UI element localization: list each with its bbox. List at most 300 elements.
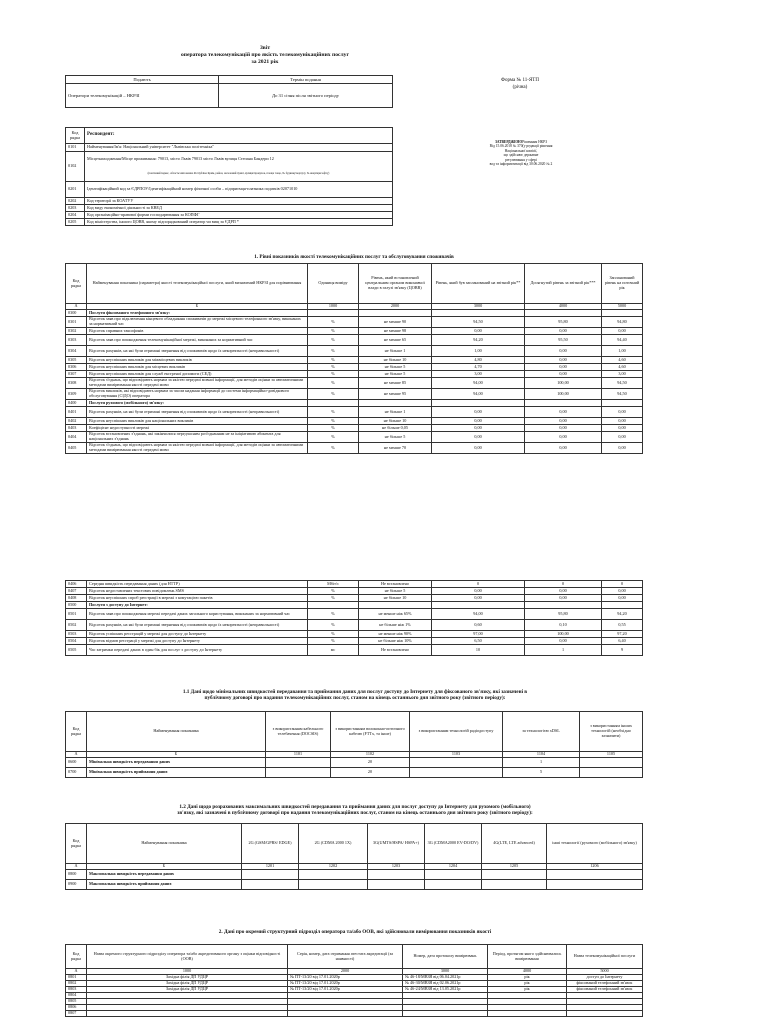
planned-value: 10: [432, 645, 525, 656]
unit-name: Західна філія ДП УДЦР: [87, 975, 288, 981]
next-year-value: 94,50: [602, 378, 643, 389]
row-code: 0403: [66, 425, 87, 432]
planned-value: 0,00: [432, 443, 525, 454]
col-header-period: Період, протягом якого здійснювались вимірювання: [488, 945, 567, 969]
indicator-name: Відсоток заяв про пошкодження телекомунікаційної мережі, виконаних за нормативний час: [87, 335, 308, 346]
unit-value: %: [308, 443, 359, 454]
col-code: 1204: [425, 864, 482, 870]
planned-value: 94,20: [432, 335, 525, 346]
row-code: 0305: [66, 357, 87, 364]
indicator-name: Відсоток справних таксофонів: [87, 328, 308, 335]
col-header-3g-cdma: 3G (CDMA2000 EV-DO/DV): [425, 824, 482, 864]
max-speed-row: [66, 870, 643, 880]
planned-value: 1,00: [432, 346, 525, 357]
cobb-level-value: не менше 70: [359, 443, 432, 454]
planned-value: 94,00: [432, 609, 525, 620]
respondent-row-code: 0202: [66, 198, 85, 205]
next-year-value: [602, 310, 643, 317]
indicator-row: [66, 609, 643, 620]
planned-value: 3,00: [432, 371, 525, 378]
speed-value: [299, 870, 368, 880]
achieved-value: 100,00: [525, 389, 602, 400]
unit-value: %: [308, 631, 359, 638]
achieved-value: 0,00: [525, 357, 602, 364]
achieved-value: 0,00: [525, 638, 602, 645]
achieved-value: 95,80: [525, 609, 602, 620]
unit-value: %: [308, 317, 359, 328]
col-header-fttx: з використанням волоконно-оптичного кабелю (FTTx, та інше): [331, 712, 410, 752]
row-code: 0802: [66, 981, 87, 987]
unit-value: %: [308, 364, 359, 371]
planned-value: 94,00: [432, 378, 525, 389]
unit-value: %: [308, 389, 359, 400]
indicator-row: [66, 432, 643, 443]
planned-value: 0,00: [432, 588, 525, 595]
indicator-row: [66, 346, 643, 357]
achieved-value: 0,00: [525, 371, 602, 378]
indicator-row: [66, 378, 643, 389]
next-year-value: 9: [602, 645, 643, 656]
achieved-value: 0,00: [525, 443, 602, 454]
achieved-value: 95,80: [525, 317, 602, 328]
indicator-name: Коефіцієнт недоступності мережі: [87, 425, 308, 432]
indicator-name: Максимальна швидкість приймання даних: [87, 880, 242, 890]
unit-value: %: [308, 371, 359, 378]
next-year-value: 0,00: [602, 425, 643, 432]
achieved-value: 0,00: [525, 425, 602, 432]
form-name: Форма № 11-ЯТП: [501, 78, 539, 83]
indicator-row: [66, 638, 643, 645]
approval-line3: Національної комісії,: [504, 148, 538, 153]
unit-value: %: [308, 335, 359, 346]
respondent-row-text: Код міністерства, іншого ЦОВВ, якому підпорядкований оператор чи вищ за ЄДРП *: [85, 219, 393, 226]
indicator-name: Середня швидкість передавання даних (для HTTP): [87, 581, 308, 588]
achieved-value: [525, 310, 602, 317]
unit-value: %: [308, 638, 359, 645]
indicator-row: [66, 620, 643, 631]
speed-value: [266, 758, 331, 768]
indicator-name: Відсоток неуспішних викликів для міжмісцевих викликів: [87, 357, 308, 364]
cobb-level-value: не більше ніж 1%: [359, 620, 432, 631]
row-code: 0303: [66, 335, 87, 346]
next-year-value: [602, 400, 643, 407]
indicator-name: Відсоток відмов реєстрації у мережі для доступу до Інтернету: [87, 638, 308, 645]
speed-value: [547, 870, 643, 880]
respondent-row-text: Ідентифікаційний код за ЄДРПОУ/Ідентифікаційний номер фізичної особи – підприємця-платника податків 02071010: [85, 182, 393, 198]
submission-table: [65, 75, 393, 108]
planned-value: 0,00: [432, 595, 525, 602]
col-header-service: Назва телекомунікаційної послуги: [567, 945, 643, 969]
service-name: доступ до Інтернету: [567, 975, 643, 981]
achieved-value: 0,00: [525, 418, 602, 425]
col-header-code: Код рядка: [66, 264, 87, 304]
section12-title-line1: 1.2 Дані щодо розрахованих максимальних швидкостей передавання та приймання даних для послуг доступу до Інтернету для рухомого (мобільного): [179, 804, 531, 810]
indicator-row: [66, 357, 643, 364]
approval-line5: регулювання у сфері: [505, 157, 537, 162]
unit-value: %: [308, 588, 359, 595]
next-year-value: 94,20: [602, 609, 643, 620]
indicator-name: Відсоток заяв про пошкодження мережі передачі даних загального користування, виконаних за нормативний час: [87, 609, 308, 620]
cobb-level-value: не менше 65: [359, 335, 432, 346]
indicator-row: [66, 631, 643, 638]
col-code: Б: [87, 864, 242, 870]
unit-value: %: [308, 609, 359, 620]
respondent-table: [65, 127, 393, 226]
cobb-level-value: [359, 400, 432, 407]
col-code: 5000: [602, 304, 643, 310]
service-name: фіксований телефонний зв'язок: [567, 987, 643, 993]
cobb-level-value: не більше 5: [359, 588, 432, 595]
cobb-level-value: не більше ніж 10%: [359, 638, 432, 645]
indicator-name: Відсоток з'єднань, що відповідають нормам за якістю передачі мовної інформації, для методів оцінки за автоматичними методами вимірювання якості передачі мови: [87, 378, 308, 389]
col-code: 1105: [580, 752, 643, 758]
cobb-level-value: не більше 10: [359, 595, 432, 602]
respondent-title: Респондент:: [85, 128, 393, 144]
respondent-row-code: 0201: [66, 182, 85, 198]
row-code: 0302: [66, 328, 87, 335]
next-year-value: 0: [602, 581, 643, 588]
report-title-line3: за 2021 рік: [251, 59, 279, 65]
certificate-value: № ПТ-13/20 від 17.01.2020р: [288, 975, 403, 981]
cobb-level-value: не більше 1: [359, 407, 432, 418]
indicator-name: Час затримки передачі даних в один бік для послуг з доступу до Інтернету: [87, 645, 308, 656]
next-year-value: 6,40: [602, 638, 643, 645]
col-header-docsis: з використанням кабельного телебачення (DOCSIS): [266, 712, 331, 752]
indicator-row: [66, 400, 643, 407]
indicator-name: Відсоток викликів, які відповідають нормам за часом надання інформації до системи інформаційно-довідкового обслуговування (СІДО) оператора: [87, 389, 308, 400]
submission-header-col2: Термін подання: [219, 76, 393, 84]
cobb-level-value: Не встановлено: [359, 581, 432, 588]
row-code: 0600: [66, 758, 87, 768]
col-code: 1202: [299, 864, 368, 870]
col-code: 1104: [503, 752, 580, 758]
indicator-name: Відсоток недоставлених текстових повідомлень SMS: [87, 588, 308, 595]
speed-value: [242, 880, 299, 890]
col-code: А: [66, 304, 87, 310]
row-code: 0307: [66, 371, 87, 378]
col-code: 3000: [432, 304, 525, 310]
min-speed-row: [66, 768, 643, 778]
speed-value: 20: [331, 758, 410, 768]
col-code: Б: [87, 752, 266, 758]
achieved-value: 0,00: [525, 364, 602, 371]
row-code: 0306: [66, 364, 87, 371]
col-code: 1000: [308, 304, 359, 310]
form-label: [470, 77, 570, 91]
achieved-value: 0,00: [525, 346, 602, 357]
row-code: 0402: [66, 418, 87, 425]
next-year-value: 0,00: [602, 328, 643, 335]
section11-title: [70, 689, 640, 702]
period-value: рік: [488, 975, 567, 981]
next-year-value: 0,00: [602, 443, 643, 454]
certificate-value: № ПТ-13/20 від 17.01.2020р: [288, 987, 403, 993]
cobb-level-value: не більше 5: [359, 371, 432, 378]
row-code: 0700: [66, 768, 87, 778]
indicator-name: Відсоток з'єднань, що відповідають нормам за якістю передачі мовної інформації, для методів оцінки за автоматичними методами вимірювання якості передачі мови: [87, 443, 308, 454]
indicator-row: [66, 364, 643, 371]
indicator-name: Максимальна швидкість передавання даних: [87, 870, 242, 880]
speed-value: [368, 870, 425, 880]
achieved-value: 0,00: [525, 407, 602, 418]
indicator-name: Послуги з доступу до Інтернет:: [87, 602, 308, 609]
respondent-row-code: 0205: [66, 219, 85, 226]
col-header-radio: з використанням технологій радіодоступу: [410, 712, 503, 752]
cobb-level-value: не більше 10: [359, 357, 432, 364]
achieved-value: 0,00: [525, 588, 602, 595]
col-code: 3000: [403, 969, 488, 975]
submission-header-col1: Подають: [66, 76, 219, 84]
cobb-level-value: не менше 98: [359, 328, 432, 335]
respondent-row-text: Код виду економічної діяльності за КВЕД: [85, 205, 393, 212]
indicator-row: [66, 389, 643, 400]
unit-value: [308, 310, 359, 317]
respondent-row-text: Код організаційно-правової форми господарювання за КОПФГ: [85, 212, 393, 219]
speed-value: [547, 880, 643, 890]
row-code: 0807: [66, 1011, 87, 1017]
indicator-row: [66, 418, 643, 425]
row-code: 0806: [66, 1005, 87, 1011]
speed-value: [242, 870, 299, 880]
achieved-value: 95,50: [525, 335, 602, 346]
respondent-row-code: 0203: [66, 205, 85, 212]
cobb-level-value: не більше 1: [359, 346, 432, 357]
col-header-2g-gsm: 2G (GSM/GPRS/ EDGE): [242, 824, 299, 864]
speed-value: [482, 870, 547, 880]
section1-title: 1. Рівні показників якості телекомунікаційних послуг та обслуговування споживачів: [254, 254, 454, 260]
col-code: А: [66, 752, 87, 758]
approval-line4: що здійснює державне: [503, 153, 539, 158]
indicator-name: Відсоток успішних реєстрацій у мережі для доступу до Інтернету: [87, 631, 308, 638]
achieved-value: 0,00: [525, 432, 602, 443]
col-header-planned: Рівень, який був запланований на звітний рік**: [432, 264, 525, 304]
col-code: 1103: [410, 752, 503, 758]
section12-title: [70, 804, 640, 817]
indicator-row: [66, 328, 643, 335]
period-value: рік: [488, 987, 567, 993]
quality-indicators-table: [65, 263, 643, 454]
row-code: 0505: [66, 645, 87, 656]
next-year-value: 94,50: [602, 389, 643, 400]
next-year-value: 94,40: [602, 335, 643, 346]
cobb-level-value: не більше 0,05: [359, 425, 432, 432]
submission-value-col1: Оператори телекомунікацій – НКРЗІ: [66, 84, 219, 108]
planned-value: 0,00: [432, 418, 525, 425]
col-header-unit: Одиниця виміру: [308, 264, 359, 304]
achieved-value: 0,00: [525, 328, 602, 335]
row-code: 0400: [66, 400, 87, 407]
col-header-code: Код рядка: [66, 824, 87, 864]
certificate-value: № ПТ-13/20 від 17.01.2020р: [288, 981, 403, 987]
report-title-line1: Звіт: [259, 45, 271, 51]
achieved-value: 100,00: [525, 378, 602, 389]
submission-value-col2: До 31 січня після звітного періоду: [219, 84, 393, 108]
planned-value: [432, 310, 525, 317]
min-speed-table: [65, 711, 643, 778]
unit-value: %: [308, 378, 359, 389]
unit-value: мс: [308, 645, 359, 656]
row-code: 0301: [66, 317, 87, 328]
indicator-name: Послуги рухомого (мобільного) зв'язку:: [87, 400, 308, 407]
col-code: 1206: [547, 864, 643, 870]
protocol-value: № 46-30/МВЗЯ від 02.06.2021р: [403, 981, 488, 987]
speed-value: [580, 768, 643, 778]
planned-value: 0,00: [432, 432, 525, 443]
respondent-row-text: Код території за КОАТУУ: [85, 198, 393, 205]
speed-value: [410, 758, 503, 768]
section12-title-line2: зв'язку, які зазначені в публічному договорі про надання телекомунікаційних послуг, станом на кінець останнього дня звітного року (звітного періоду):: [177, 810, 533, 817]
form-period: (річна): [512, 85, 528, 90]
col-header-xdsl: за технологією xDSL: [503, 712, 580, 752]
protocol-value: [403, 1011, 488, 1017]
col-code: 1201: [242, 864, 299, 870]
speed-value: [299, 880, 368, 890]
row-code: 0501: [66, 609, 87, 620]
service-name: фіксований телефонний зв'язок: [567, 981, 643, 987]
col-code: А: [66, 864, 87, 870]
cobb-level-value: не більше 5: [359, 364, 432, 371]
col-code: 1000: [87, 969, 288, 975]
row-code: 0401: [66, 407, 87, 418]
col-header-achieved: Досягнутий рівень за звітний рік***: [525, 264, 602, 304]
speed-value: [482, 880, 547, 890]
row-code: 0502: [66, 620, 87, 631]
indicator-name: Відсоток неуспішних викликів для місцевих викликів: [87, 364, 308, 371]
indicator-name: Відсоток встановлених з'єднань, які закінчилися передчасним роз'єднанням не за ініціативою абонента для національних з'єднань: [87, 432, 308, 443]
row-code: 0803: [66, 987, 87, 993]
indicator-row: [66, 595, 643, 602]
col-code: Б: [87, 304, 308, 310]
planned-value: [432, 602, 525, 609]
report-title-line2: оператора телекомунікацій про якість телекомунікаційних послуг: [180, 52, 349, 58]
approval-line1: ЗАТВЕРДЖЕНО: [494, 140, 523, 144]
row-code: 0804: [66, 993, 87, 999]
indicator-row: [66, 317, 643, 328]
protocol-value: № 46-24/МВЗЯ від 13.05.2021р: [403, 987, 488, 993]
planned-value: 0,00: [432, 407, 525, 418]
report-title: [130, 45, 400, 66]
next-year-value: 0,00: [602, 595, 643, 602]
unit-name: Західна філія ДП УДЦР: [87, 987, 288, 993]
col-header-2g-cdma: 2G (CDMA 2000 1X): [299, 824, 368, 864]
cobb-level-value: не менше 85: [359, 378, 432, 389]
row-code: 0504: [66, 638, 87, 645]
indicator-name: Відсоток неуспішних викликів для національних викликів: [87, 418, 308, 425]
unit-value: %: [308, 432, 359, 443]
col-header-name: Найменування показника: [87, 712, 266, 752]
unit-value: %: [308, 595, 359, 602]
next-year-value: 1,00: [602, 346, 643, 357]
cobb-level-value: не менше 90: [359, 317, 432, 328]
achieved-value: 100,00: [525, 631, 602, 638]
planned-value: 0,00: [432, 328, 525, 335]
service-name: [567, 1011, 643, 1017]
approval-line2: Від 15.06.2018 № 370(у редакції рішення: [489, 144, 553, 149]
max-speed-table: [65, 823, 643, 890]
quality-indicators-continued-table: [65, 580, 643, 656]
respondent-row-code: 0101: [66, 144, 85, 152]
period-value: рік: [488, 981, 567, 987]
speed-value: [266, 768, 331, 778]
next-year-value: 0,00: [602, 418, 643, 425]
indicator-row: [66, 407, 643, 418]
cobb-level-value: не більше 10: [359, 418, 432, 425]
achieved-value: 1: [525, 645, 602, 656]
row-code: 0408: [66, 595, 87, 602]
min-speed-row: [66, 758, 643, 768]
unit-value: %: [308, 620, 359, 631]
col-header-other-mobile: інші технології (рухомого (мобільного) зв'язку): [547, 824, 643, 864]
col-code: 4000: [525, 304, 602, 310]
period-value: [488, 1011, 567, 1017]
next-year-value: 0,55: [602, 620, 643, 631]
approval-line1b: Рішенням НКРЗ: [522, 140, 548, 144]
planned-value: 4,80: [432, 357, 525, 364]
indicator-name: Мінімальна швидкість передавання даних: [87, 758, 266, 768]
col-code: 2000: [359, 304, 432, 310]
col-code: 4000: [488, 969, 567, 975]
indicator-name: Відсоток рахунків, на які були отримані звернення від споживачів щодо їх некоректності (неправильності): [87, 407, 308, 418]
approval-line6: вод та інформатизації від 30.06.2020 № 2: [489, 162, 553, 167]
speed-value: 20: [331, 768, 410, 778]
row-code: 0304: [66, 346, 87, 357]
speed-value: 5: [503, 768, 580, 778]
next-year-value: 0,00: [602, 588, 643, 595]
section11-title-line2: публічному договорі про надання телекомунікаційних послуг, станом на кінець останнього дня звітного року (звітного періоду):: [204, 695, 506, 702]
indicator-name: Відсоток неуспішних викликів для служб екстреної допомоги (СЕД): [87, 371, 308, 378]
row-code: 0404: [66, 432, 87, 443]
col-code: А: [66, 969, 87, 975]
unit-value: %: [308, 407, 359, 418]
approval-note: [462, 140, 580, 166]
planned-value: 0,60: [432, 620, 525, 631]
col-header-unit-name: Назва окремого структурного підрозділу оператора та/або акредитованого органу з оцінки відповідності (ООВ): [87, 945, 288, 969]
next-year-value: 0,00: [602, 432, 643, 443]
cobb-level-value: не менше ніж 65%: [359, 609, 432, 620]
section2-title: 2. Дані про окремий структурний підрозділ оператора та/або ООВ, які здійснювали вимірювання показників якості: [218, 929, 492, 935]
planned-value: 0: [432, 581, 525, 588]
achieved-value: 0,10: [525, 620, 602, 631]
col-header-certificate: Серія, номер, дата отримання атестата акредитації (за наявності): [288, 945, 403, 969]
cobb-level-value: [359, 310, 432, 317]
respondent-row-text: Найменування/Ім'я: Національний університет "Львівська політехніка": [85, 144, 393, 152]
speed-value: [410, 768, 503, 778]
cobb-level-value: не менше 95: [359, 389, 432, 400]
measurement-bodies-table: [65, 944, 643, 1017]
unit-value: Мбіт/с: [308, 581, 359, 588]
col-header-3g-umts: 3G(UMTS/HSPA/ HSPA+): [368, 824, 425, 864]
indicator-row: [66, 645, 643, 656]
unit-value: %: [308, 425, 359, 432]
indicator-row: [66, 602, 643, 609]
planned-value: [432, 400, 525, 407]
speed-value: 1: [503, 758, 580, 768]
indicator-name: Відсоток неуспішних спроб реєстрації в мережі з комутацією пакетів: [87, 595, 308, 602]
col-header-cobb-level: Рівень, який встановлений центральним органом виконавчої влади в галузі зв'язку (ЦОВВ): [359, 264, 432, 304]
next-year-value: 3,00: [602, 371, 643, 378]
next-year-value: [602, 602, 643, 609]
achieved-value: 0: [525, 581, 602, 588]
planned-value: 97,00: [432, 631, 525, 638]
protocol-value: № 46-18/МВЗЯ від 06.04.2021р: [403, 975, 488, 981]
planned-value: 94,50: [432, 317, 525, 328]
indicator-row: [66, 581, 643, 588]
col-code: 1101: [266, 752, 331, 758]
unit-name: [87, 1011, 288, 1017]
respondent-address-note: (поштовий індекс, область/Автономна Республіка Крим, район, населений пункт, вулиця/провулок, площа тощо, № будинку/корпусу, № квартири/офісу): [147, 172, 330, 176]
indicator-name: Відсоток рахунків, на які були отримані звернення від споживачів щодо їх некоректності (неправильності): [87, 620, 308, 631]
row-code: 0309: [66, 389, 87, 400]
